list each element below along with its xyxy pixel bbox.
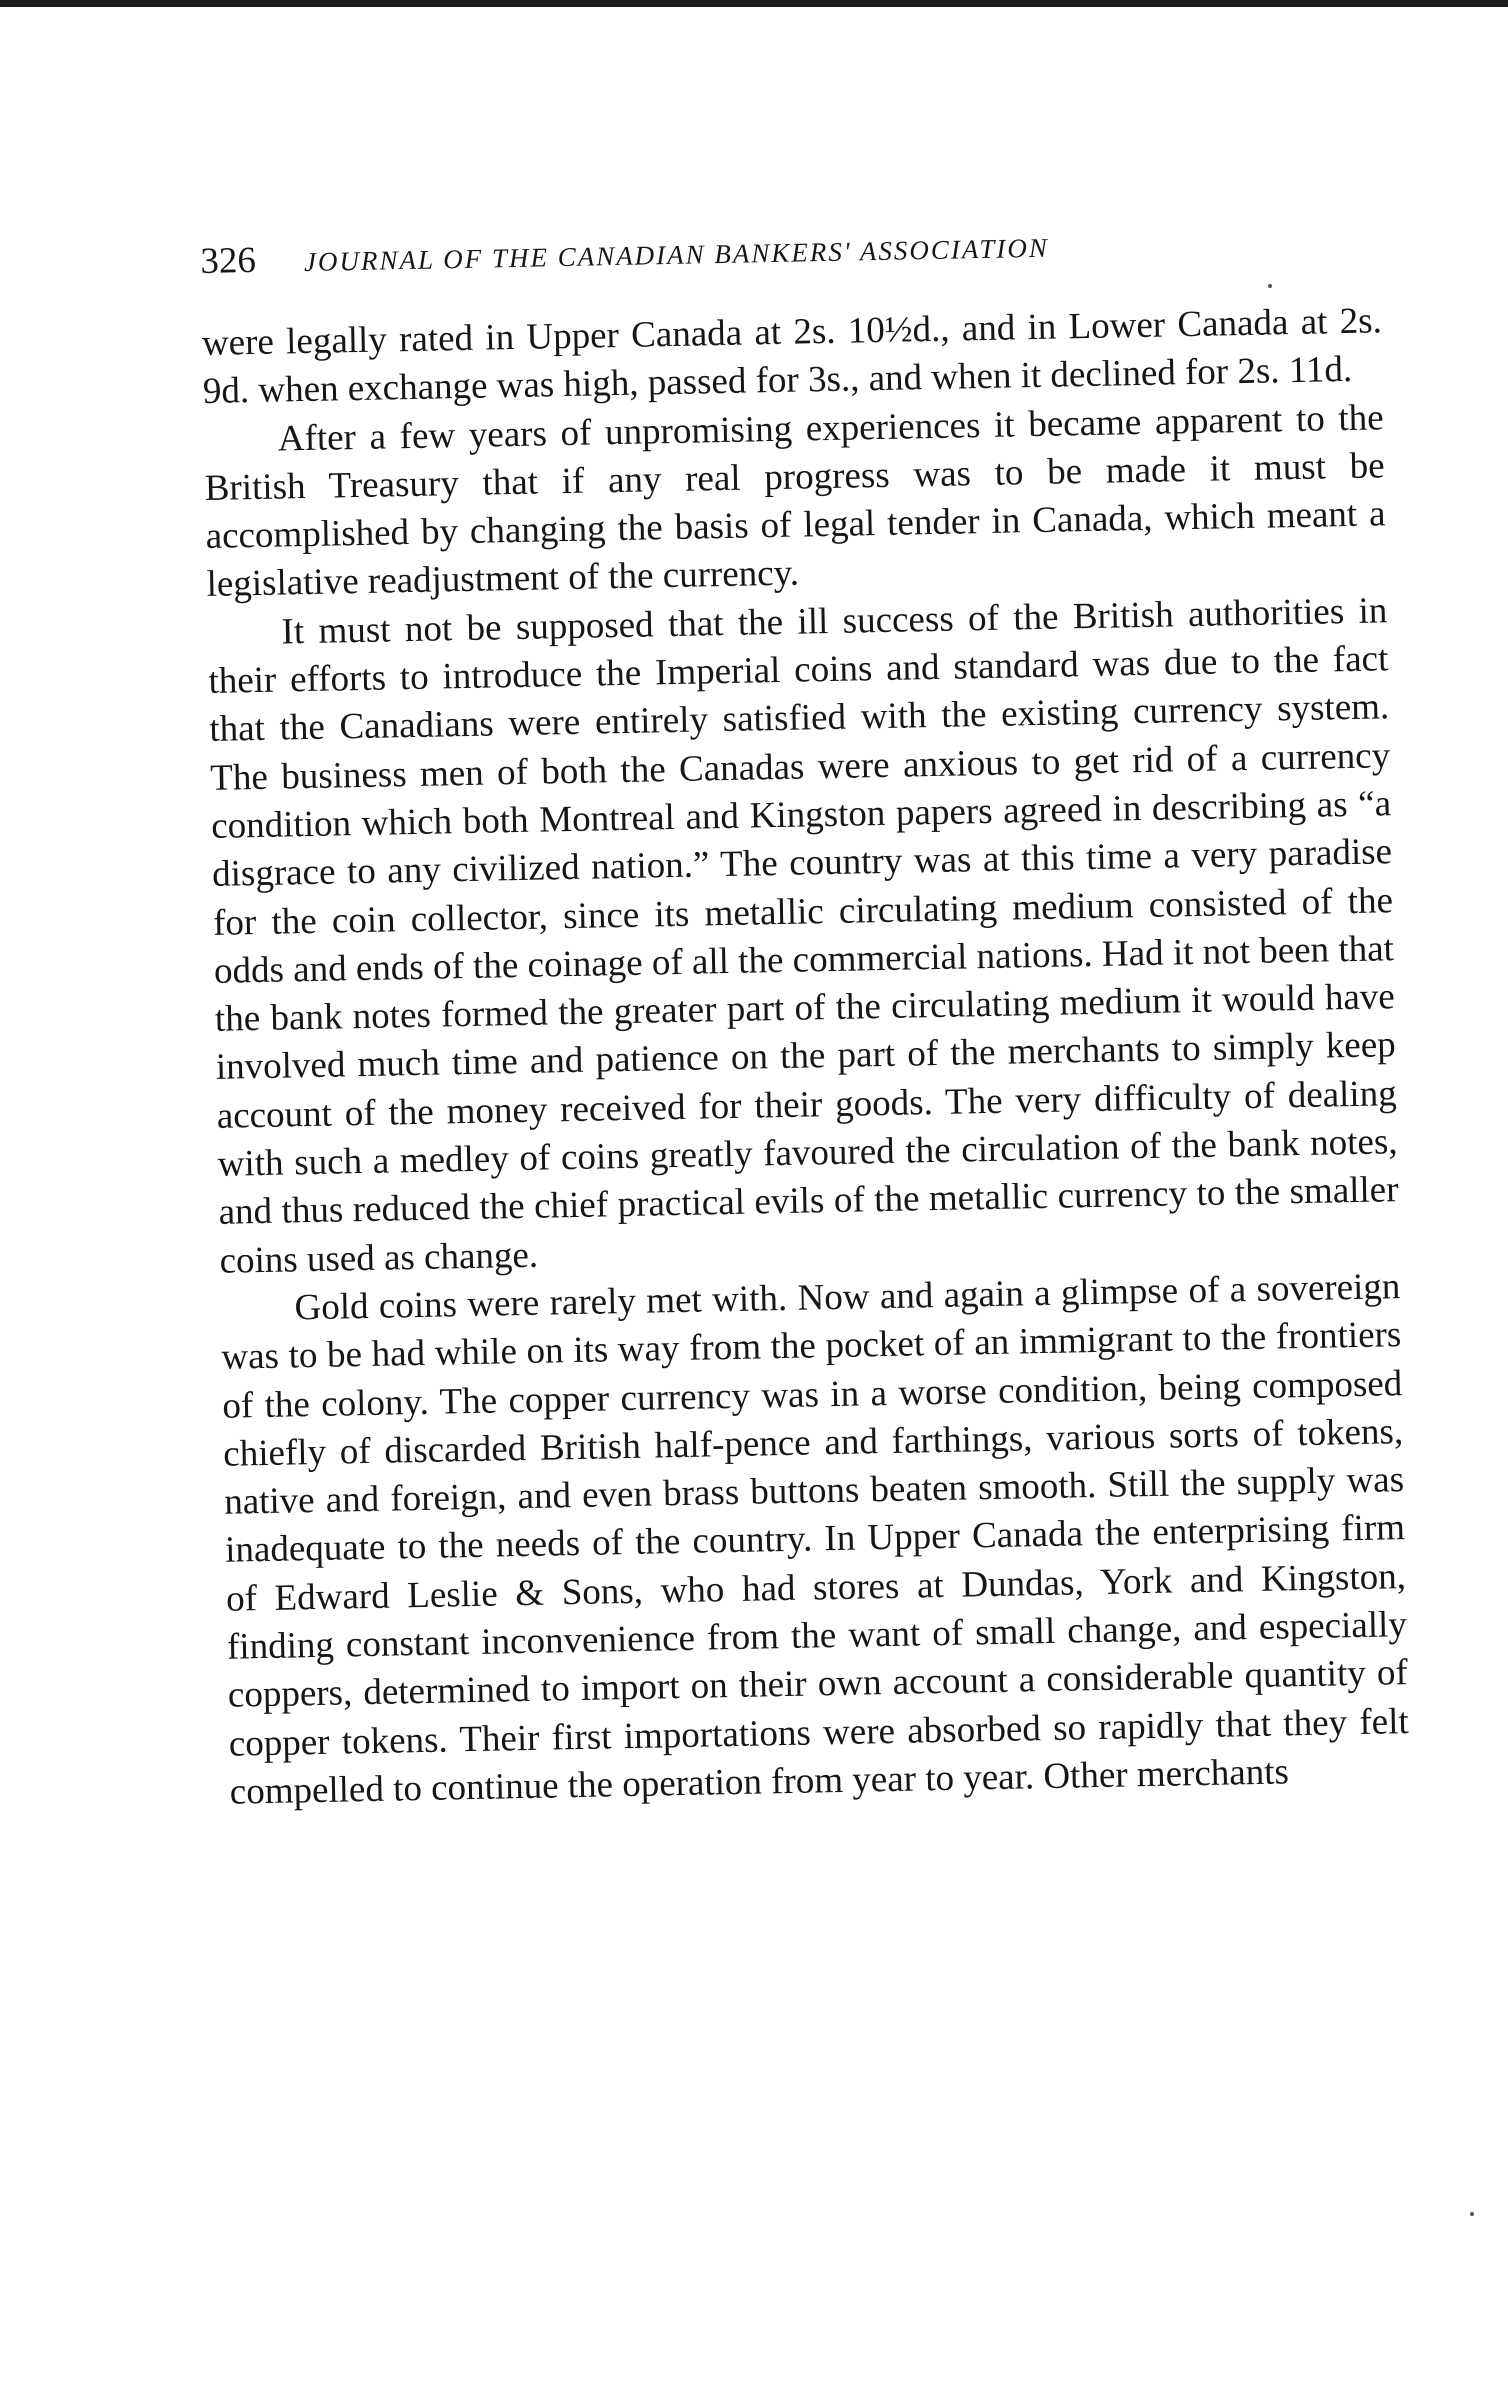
book-page — [200, 217, 1410, 1817]
body-text — [202, 297, 1411, 1817]
running-head — [200, 217, 1381, 300]
paragraph-continued: were legally rated in Upper Canada at 2s. 10½d., and in Lower Canada at 2s. 9d. when exchange was high, passed for 3s., and when it declined for 2s. 11d. — [201, 300, 1383, 413]
paragraph-gold-and-copper: Gold coins were rarely met with. Now and again a glimpse of a sovereign was to be had while on its way from the pocket of an immigrant to the frontiers of the colony. The copper currency was in a worse condition, being composed chiefly of discarded British half-pence and farthings, various sorts of tokens, native and foreign, and even brass buttons beaten smooth. Still the supply was inadequate to the needs of the country. In Upper Canada the enterprising firm of Edward Leslie & Sons, who had stores at Dundas, York and Kingston, finding constant inconvenience from the want of small change, and especially coppers, determined to import on their own account a considerable quantity of copper tokens. Their first importations were absorbed so rapidly that they felt compelled to continue the operation from year to year. Other merchants — [221, 1266, 1410, 1813]
scan-top-edge — [0, 0, 1508, 7]
page-number: 326 — [200, 239, 257, 282]
scan-speck — [1470, 2212, 1474, 2216]
scan-speck — [1268, 284, 1272, 288]
paragraph-british-treasury: After a few years of unpromising experiences it became apparent to the British Treasury that if any real progress was to be made it must be accomplished by changing the basis of legal tender in Canada, which meant a legislative readjustment of the currency. — [204, 396, 1386, 606]
paragraph-currency-condition: It must not be supposed that the ill success of the British authorities in their efforts to introduce the Imperial coins and standard was due to the fact that the Canadians were entirely satisfied with the existing currency system. The business men of both the Canadas were anxious to get rid of a currency condition which both Montreal and Kingston papers agreed in describing as “a disgrace to any civilized nation.” The country was at this time a very paradise for the coin collector, since its metallic circulating medium consisted of the odds and ends of the coinage of all the commercial nations. Had it not been that the bank notes formed the greater part of the circulating medium it would have involved much time and patience on the part of the merchants to simply keep account of the money received for their goods. The very difficulty of dealing with such a medley of coins greatly favoured the circulation of the bank notes, and thus reduced the chief practical evils of the metallic currency to the smaller coins used as change. — [208, 590, 1399, 1282]
journal-title: JOURNAL OF THE CANADIAN BANKERS' ASSOCIATION — [303, 232, 1050, 278]
